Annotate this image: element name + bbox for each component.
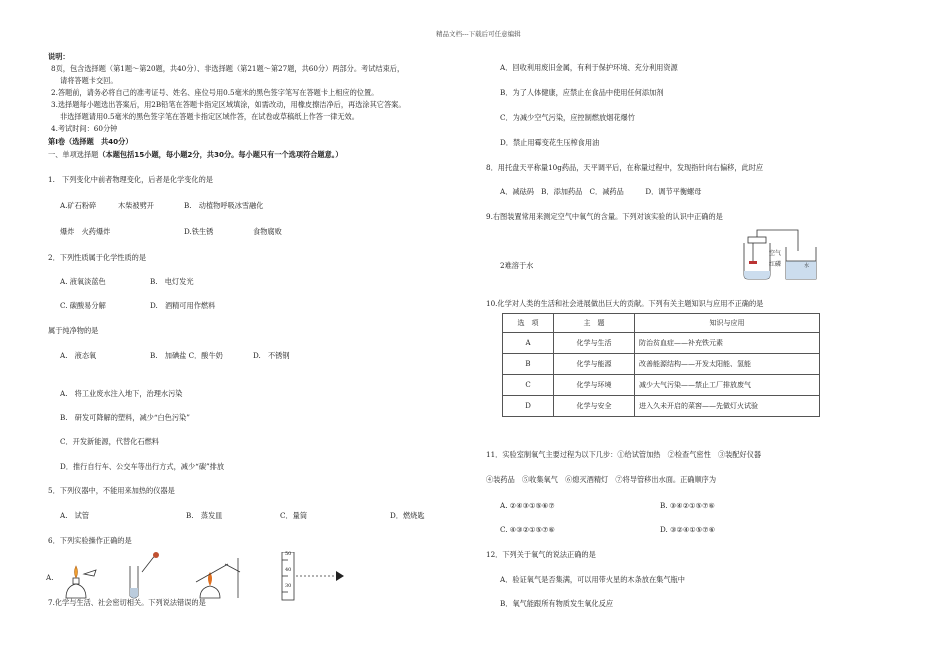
q2-option: A. 液氧淡蓝色 <box>60 277 106 286</box>
knowledge-table <box>502 313 820 417</box>
q9-stem: 9.右图装置常用来测定空气中氧气的含量。下列对该实验的认识中正确的是 <box>486 212 723 221</box>
q10-stem: 10.化学对人类的生活和社会进展做出巨大的贡献。下列有关主题知识与应用不正确的是 <box>486 299 764 308</box>
q2-option: D. 酒精可用作燃料 <box>150 301 216 310</box>
table-cell: C <box>503 375 554 396</box>
label-water: 水 <box>804 263 810 269</box>
q12-option: A．验证氧气是否集满，可以用带火星的木条放在集气瓶中 <box>500 575 685 584</box>
q2-stem: 2．下列性质属于化学性质的是 <box>48 253 147 262</box>
table-cell: 进入久未开启的菜窖——先做灯火试验 <box>635 396 820 417</box>
q11-stem: 11．实验室制氧气主要过程为以下几步：①给试管加热 ②检查气密性 ③装配好仪器 <box>486 450 762 459</box>
note-line: 请将答题卡交回。 <box>60 76 118 85</box>
section-desc <box>48 151 343 159</box>
table-row <box>503 396 820 417</box>
table-cell: 防治贫血症——补充铁元素 <box>635 333 820 354</box>
test-tube-icon <box>130 552 159 598</box>
note-line: 2.答题前，请务必将自己的准考证号、姓名、座位号用0.5毫米的黑色签字笔写在答题卡上相应的位置。 <box>51 88 379 97</box>
col-header: 主 题 <box>554 314 635 333</box>
note-line: 3.选择题每小题选出答案后，用2B铅笔在答题卡指定区域填涂，如需改动，用橡皮擦洁净后，再选涂其它答案。 <box>51 100 406 109</box>
q6-figures <box>60 552 360 602</box>
table-cell: 改善能源结构——开发太阳能、氢能 <box>635 354 820 375</box>
label-air: 空气 <box>769 250 782 257</box>
table-cell: 减少大气污染——禁止工厂排放废气 <box>635 375 820 396</box>
q9-tail: 2难溶于水 <box>500 261 534 270</box>
q11-option: B. ③④②①⑤⑦⑥ <box>660 501 715 510</box>
note-line: 4.考试时间：60分钟 <box>51 124 118 133</box>
q1-option: 爆炸 火药爆炸 <box>60 227 111 236</box>
q3-option: A. 液态氧 <box>60 351 97 360</box>
cyl-tick: 30 <box>285 583 292 589</box>
q8-options: A．减砝码 B．添加药品 C．减药品 D．调节平衡螺母 <box>500 187 702 196</box>
page-header: 精品文档---下载后可任意编辑 <box>436 30 521 38</box>
q7-option: B．为了人体健康，应禁止在食品中使用任何添加剂 <box>500 88 664 97</box>
table-row <box>503 375 820 396</box>
q2-option: B. 电灯发光 <box>150 277 194 286</box>
table-header-row <box>503 314 820 333</box>
q4-option: B. 研发可降解的塑料，减少“白色污染” <box>60 413 190 422</box>
q7-option: D．禁止用霉变花生压榨食用油 <box>500 138 600 147</box>
table-row <box>503 333 820 354</box>
section-desc-prefix: 一、单项选择题 <box>48 150 99 159</box>
q12-option: B．氧气能跟所有物质发生氧化反应 <box>500 599 614 608</box>
q4-option: A. 将工业废水注入地下，治理水污染 <box>60 389 183 398</box>
table-row <box>503 354 820 375</box>
note-line: 8页，包含选择题（第1题～第20题，共40分）、非选择题（第21题～第27题，共60分）两部分。考试结束后， <box>51 64 405 73</box>
q7-stem: 7.化学与生活、社会密切相关。下列说法错误的是 <box>48 598 206 607</box>
q2-option: C. 碳酸易分解 <box>60 301 106 310</box>
q5-option: D．燃烧匙 <box>390 511 425 520</box>
graduated-cylinder-icon <box>282 552 344 600</box>
q3-stem: 属于纯净物的是 <box>48 326 99 335</box>
col-header: 知识与应用 <box>635 314 820 333</box>
q1-option: 木柴被劈开 <box>118 201 154 210</box>
table-cell: D <box>503 396 554 417</box>
q4-option: C．开发新能源，代替化石燃料 <box>60 437 159 446</box>
q11-stem-2: ④装药品 ⑤收集氧气 ⑥熄灭酒精灯 ⑦将导管移出水面。正确顺序为 <box>486 475 717 484</box>
q6-stem: 6．下列实验操作正确的是 <box>48 536 132 545</box>
q1-option: 食物腐败 <box>253 227 282 236</box>
label-red-phosphorus: 红磷 <box>769 261 782 268</box>
q1-stem: 1. 下列变化中前者物理变化，后者是化学变化的是 <box>48 175 213 184</box>
col-header: 选 项 <box>503 314 554 333</box>
q11-option: D. ③②④①⑤⑦⑥ <box>660 525 716 534</box>
note-line: 非选择题请用0.5毫米的黑色签字笔在答题卡指定区域作答，在试卷或草稿纸上作答一律无效。 <box>60 112 359 121</box>
q8-stem: 8．用托盘天平称量10g药品，天平调平后，在称量过程中，发现指针向右偏移，此时应 <box>486 163 764 172</box>
heating-setup-icon <box>196 558 240 598</box>
q1-option: D.铁生锈 <box>184 227 214 236</box>
q3-option: B. 加碘盐 C．酸牛奶 <box>150 351 223 360</box>
q7-option: A．回收利用废旧金属，有利于保护环境、充分利用资源 <box>500 63 678 72</box>
q5-option: B. 蒸发皿 <box>186 511 223 520</box>
table-cell: 化学与环境 <box>554 375 635 396</box>
cyl-tick: 40 <box>285 567 292 573</box>
section-title: 第Ⅰ卷（选择题 共40分） <box>48 137 133 146</box>
table-cell: 化学与生活 <box>554 333 635 354</box>
q1-option: B. 动植物呼吸冰雪融化 <box>184 201 264 210</box>
q5-option: C．量筒 <box>280 511 308 520</box>
cyl-tick: 50 <box>285 551 292 557</box>
section-desc-bold: （本题包括15小题，每小题2分，共30分。每小题只有一个选项符合题意。） <box>98 150 343 159</box>
q12-stem: 12．下列关于氧气的说法正确的是 <box>486 550 596 559</box>
table-cell: 化学与能源 <box>554 354 635 375</box>
q4-option: D．推行自行车、公交车等出行方式，减少“碳”排放 <box>60 462 225 471</box>
table-cell: 化学与安全 <box>554 396 635 417</box>
q1-option: A.矿石粉碎 <box>60 201 97 210</box>
table-cell: B <box>503 354 554 375</box>
q3-option: D. 不锈钢 <box>253 351 290 360</box>
table-cell: A <box>503 333 554 354</box>
notes-title: 说明： <box>48 52 70 61</box>
q5-option: A. 试管 <box>60 511 90 520</box>
alcohol-lamp-icon <box>66 566 96 598</box>
q6-option-a: A. <box>46 573 54 582</box>
q7-option: C．为减少空气污染，应控制燃放烟花爆竹 <box>500 113 635 122</box>
q5-stem: 5．下列仪器中，不能用来加热的仪器是 <box>48 486 175 495</box>
q11-option: C. ④③②①⑤⑦⑥ <box>500 525 555 534</box>
q11-option: A. ②④③①⑤⑥⑦ <box>500 501 555 510</box>
